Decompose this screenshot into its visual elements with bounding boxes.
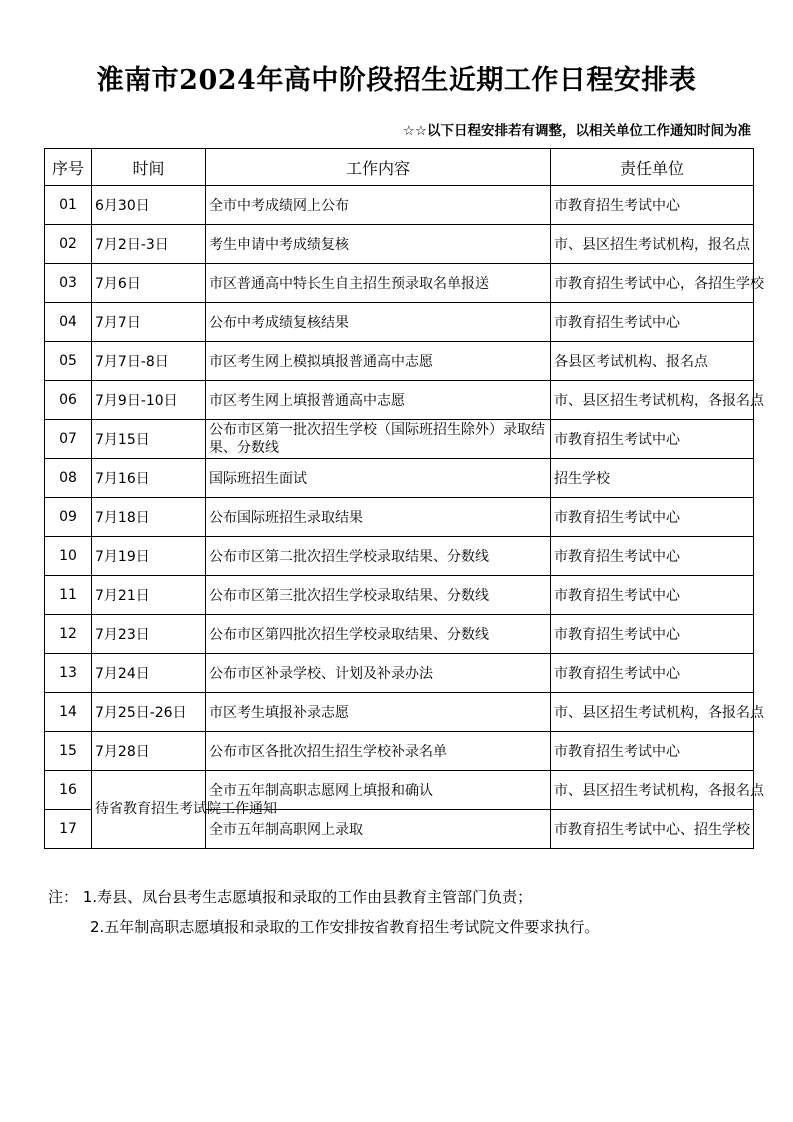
row-unit: 市教育招生考试中心、招生学校 xyxy=(551,810,754,849)
header-time: 时间 xyxy=(92,149,206,186)
row-unit: 市教育招生考试中心 xyxy=(551,537,754,576)
row-no: 16 xyxy=(45,771,92,810)
note-item-1: 1.寿县、凤台县考生志愿填报和录取的工作由县教育主管部门负责； xyxy=(82,888,533,906)
table-row xyxy=(45,420,754,459)
table-row xyxy=(45,615,754,654)
row-unit: 招生学校 xyxy=(551,459,754,498)
row-no: 11 xyxy=(45,576,92,615)
row-time: 7月19日 xyxy=(92,537,206,576)
row-time-pending: 待省教育招生考试院工作通知 xyxy=(92,771,206,849)
table-row xyxy=(45,537,754,576)
row-no: 04 xyxy=(45,303,92,342)
row-content: 公布中考成绩复核结果 xyxy=(206,303,551,342)
row-time: 6月30日 xyxy=(92,186,206,225)
row-content: 公布市区第二批次招生学校录取结果、分数线 xyxy=(206,537,551,576)
row-time: 7月15日 xyxy=(92,420,206,459)
row-unit: 市教育招生考试中心 xyxy=(551,186,754,225)
row-content: 全市五年制高职网上录取 xyxy=(206,810,551,849)
table-row xyxy=(45,498,754,537)
row-time: 7月16日 xyxy=(92,459,206,498)
row-time: 7月18日 xyxy=(92,498,206,537)
table-row xyxy=(45,264,754,303)
row-content: 市区考生网上模拟填报普通高中志愿 xyxy=(206,342,551,381)
row-unit: 市教育招生考试中心 xyxy=(551,732,754,771)
table-row xyxy=(45,771,754,810)
row-content: 公布市区第三批次招生学校录取结果、分数线 xyxy=(206,576,551,615)
header-no: 序号 xyxy=(45,149,92,186)
header-content: 工作内容 xyxy=(206,149,551,186)
row-no: 07 xyxy=(45,420,92,459)
table-row xyxy=(45,654,754,693)
row-no: 09 xyxy=(45,498,92,537)
row-content: 全市五年制高职志愿网上填报和确认 xyxy=(206,771,551,810)
header-unit: 责任单位 xyxy=(551,149,754,186)
row-no: 05 xyxy=(45,342,92,381)
row-no: 14 xyxy=(45,693,92,732)
row-unit: 市教育招生考试中心 xyxy=(551,576,754,615)
row-unit: 市、县区招生考试机构，各报名点 xyxy=(551,381,754,420)
row-no: 17 xyxy=(45,810,92,849)
table-row xyxy=(45,342,754,381)
adjustment-note: ☆☆以下日程安排若有调整，以相关单位工作通知时间为准 xyxy=(402,123,751,139)
row-content: 公布市区各批次招生招生学校补录名单 xyxy=(206,732,551,771)
row-no: 15 xyxy=(45,732,92,771)
table-row xyxy=(45,459,754,498)
row-no: 03 xyxy=(45,264,92,303)
row-no: 10 xyxy=(45,537,92,576)
row-no: 12 xyxy=(45,615,92,654)
table-header-row xyxy=(45,149,754,186)
row-time: 7月9日-10日 xyxy=(92,381,206,420)
row-content: 市区考生填报补录志愿 xyxy=(206,693,551,732)
row-time: 7月2日-3日 xyxy=(92,225,206,264)
row-time: 7月7日 xyxy=(92,303,206,342)
row-content: 市区普通高中特长生自主招生预录取名单报送 xyxy=(206,264,551,303)
row-unit: 市教育招生考试中心 xyxy=(551,654,754,693)
row-content: 市区考生网上填报普通高中志愿 xyxy=(206,381,551,420)
row-unit: 市、县区招生考试机构，报名点 xyxy=(551,225,754,264)
row-time: 7月6日 xyxy=(92,264,206,303)
row-unit: 市教育招生考试中心 xyxy=(551,498,754,537)
row-content: 公布国际班招生录取结果 xyxy=(206,498,551,537)
row-unit: 市、县区招生考试机构，各报名点 xyxy=(551,693,754,732)
row-no: 06 xyxy=(45,381,92,420)
note-line-2 xyxy=(48,912,599,942)
table-row xyxy=(45,303,754,342)
row-time: 7月21日 xyxy=(92,576,206,615)
row-content: 公布市区补录学校、计划及补录办法 xyxy=(206,654,551,693)
note-item-2: 2.五年制高职志愿填报和录取的工作安排按省教育招生考试院文件要求执行。 xyxy=(90,918,600,936)
table-row xyxy=(45,186,754,225)
row-no: 02 xyxy=(45,225,92,264)
row-unit: 市教育招生考试中心 xyxy=(551,303,754,342)
row-unit: 各县区考试机构、报名点 xyxy=(551,342,754,381)
row-content: 公布市区第一批次招生学校（国际班招生除外）录取结果、分数线 xyxy=(206,420,551,459)
row-unit: 市教育招生考试中心 xyxy=(551,615,754,654)
table-row xyxy=(45,381,754,420)
row-unit: 市教育招生考试中心 xyxy=(551,420,754,459)
row-no: 13 xyxy=(45,654,92,693)
table-row xyxy=(45,693,754,732)
row-content: 公布市区第四批次招生学校录取结果、分数线 xyxy=(206,615,551,654)
row-time: 7月24日 xyxy=(92,654,206,693)
row-content: 考生申请中考成绩复核 xyxy=(206,225,551,264)
table-row xyxy=(45,732,754,771)
footer-notes xyxy=(48,882,599,942)
table-row xyxy=(45,576,754,615)
row-time: 7月7日-8日 xyxy=(92,342,206,381)
row-unit: 市、县区招生考试机构，各报名点 xyxy=(551,771,754,810)
note-line-1 xyxy=(48,882,599,912)
page-title: 淮南市2024年高中阶段招生近期工作日程安排表 xyxy=(96,65,697,96)
schedule-table xyxy=(44,148,764,849)
row-content: 国际班招生面试 xyxy=(206,459,551,498)
row-time: 7月25日-26日 xyxy=(92,693,206,732)
row-unit: 市教育招生考试中心，各招生学校 xyxy=(551,264,754,303)
row-no: 08 xyxy=(45,459,92,498)
row-time: 7月28日 xyxy=(92,732,206,771)
table-row xyxy=(45,225,754,264)
row-no: 01 xyxy=(45,186,92,225)
row-content: 全市中考成绩网上公布 xyxy=(206,186,551,225)
row-time: 7月23日 xyxy=(92,615,206,654)
note-label: 注： xyxy=(48,888,79,906)
